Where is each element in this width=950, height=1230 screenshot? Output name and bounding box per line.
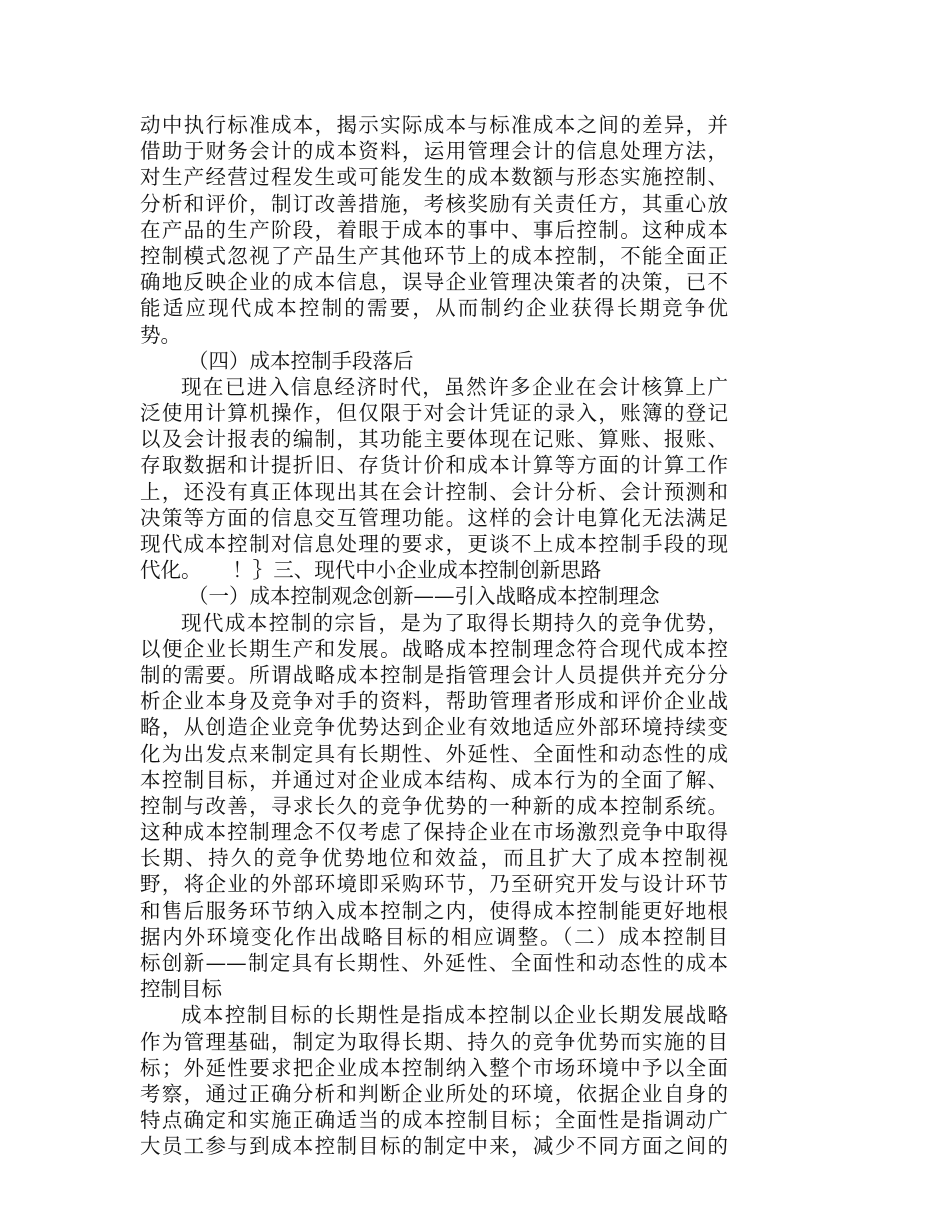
text-line: 分析和评价，制订改善措施，考核奖励有关责任方，其重心放 — [140, 191, 728, 216]
text-line: 控制与改善，寻求长久的竞争优势的一种新的成本控制系统。 — [140, 793, 728, 818]
text-line: 控制模式忽视了产品生产其他环节上的成本控制，不能全面正 — [140, 243, 728, 268]
text-line: 特点确定和实施正确适当的成本控制目标；全面性是指调动广 — [140, 1108, 728, 1133]
text-line: 借助于财务会计的成本资料，运用管理会计的信息处理方法， — [140, 139, 728, 164]
text-line: 大员工参与到成本控制目标的制定中来，减少不同方面之间的 — [140, 1134, 728, 1159]
text-line: 标创新——制定具有长期性、外延性、全面性和动态性的成本 — [140, 951, 728, 975]
text-line: 略，从创造企业竞争优势达到企业有效地适应外部环境持续变 — [140, 715, 728, 740]
text-line: 动中执行标准成本，揭示实际成本与标准成本之间的差异，并 — [140, 113, 728, 137]
text-line: 化为出发点来制定具有长期性、外延性、全面性和动态性的成 — [140, 741, 728, 766]
document-body — [140, 112, 728, 1160]
text-line: 确地反映企业的成本信息，误导企业管理决策者的决策，已不 — [140, 270, 728, 295]
text-line: 泛使用计算机操作，但仅限于对会计凭证的录入，账簿的登记 — [140, 401, 728, 426]
text-line: 对生产经营过程发生或可能发生的成本数额与形态实施控制、 — [140, 165, 728, 190]
text-line: 标；外延性要求把企业成本控制纳入整个市场环境中予以全面 — [140, 1055, 728, 1080]
text-line: 作为管理基础，制定为取得长期、持久的竞争优势而实施的目 — [140, 1029, 728, 1054]
text-line: 现代成本控制的宗旨，是为了取得长期持久的竞争优势， — [181, 610, 728, 635]
text-line: 以便企业长期生产和发展。战略成本控制理念符合现代成本控 — [140, 636, 728, 661]
text-line: 和售后服务环节纳入成本控制之内，使得成本控制能更好地根 — [140, 898, 728, 923]
text-line: 本控制目标，并通过对企业成本结构、成本行为的全面了解、 — [140, 767, 728, 792]
text-line: 长期、持久的竞争优势地位和效益，而且扩大了成本控制视 — [140, 846, 728, 871]
section-heading: （一）成本控制观念创新——引入战略成本控制理念 — [188, 584, 660, 609]
text-line: 势。 — [140, 322, 181, 347]
text-line: 控制目标 — [140, 977, 222, 1002]
section-heading: （四）成本控制手段落后 — [188, 348, 414, 373]
text-line: 代化。 ！｝三、现代中小企业成本控制创新思路 — [140, 558, 602, 583]
text-line: 上，还没有真正体现出其在会计控制、会计分析、会计预测和 — [140, 479, 728, 504]
text-line: 存取数据和计提折旧、存货计价和成本计算等方面的计算工作 — [140, 453, 728, 478]
text-line: 考察，通过正确分析和判断企业所处的环境，依据企业自身的 — [140, 1081, 728, 1106]
text-line: 析企业本身及竞争对手的资料，帮助管理者形成和评价企业战 — [140, 689, 728, 714]
text-line: 决策等方面的信息交互管理功能。这样的会计电算化无法满足 — [140, 505, 728, 530]
text-line: 制的需要。所谓战略成本控制是指管理会计人员提供并充分分 — [140, 662, 728, 687]
text-line: 在产品的生产阶段，着眼于成本的事中、事后控制。这种成本 — [140, 217, 728, 242]
text-line: 现在已进入信息经济时代，虽然许多企业在会计核算上广 — [181, 374, 728, 399]
text-line: 这种成本控制理念不仅考虑了保持企业在市场激烈竞争中取得 — [140, 820, 728, 845]
text-line: 成本控制目标的长期性是指成本控制以企业长期发展战略 — [181, 1003, 728, 1028]
text-line: 现代成本控制对信息处理的要求，更谈不上成本控制手段的现 — [140, 532, 728, 556]
text-line: 野，将企业的外部环境即采购环节，乃至研究开发与设计环节 — [140, 872, 728, 897]
text-line: 能适应现代成本控制的需要，从而制约企业获得长期竞争优 — [140, 296, 728, 321]
text-line: 以及会计报表的编制，其功能主要体现在记账、算账、报账、 — [140, 427, 728, 452]
text-line: 据内外环境变化作出战略目标的相应调整。（二）成本控制目 — [140, 924, 728, 949]
